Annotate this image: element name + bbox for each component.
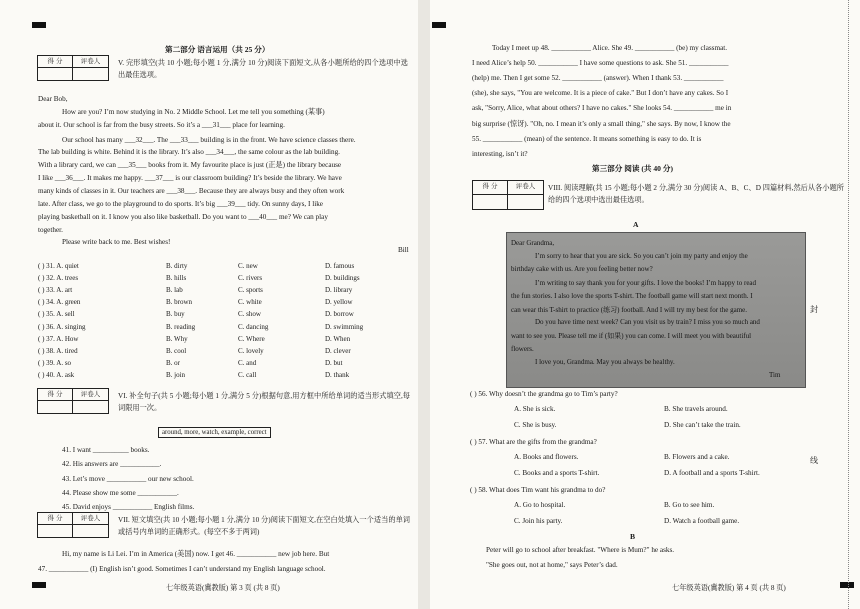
margin-char: 封 — [810, 305, 818, 314]
passage-line: interesting, isn’t it? — [472, 149, 528, 158]
section-title: 第三部分 阅读 (共 40 分) — [592, 164, 673, 173]
answer-option: C. rivers — [238, 274, 263, 283]
letter-line: Dear Grandma, — [511, 239, 555, 247]
question: ( ) 57. What are the gifts from the grandma? — [470, 438, 597, 446]
score-box: 得 分 评卷人 — [37, 512, 109, 538]
passage-b-line: "She goes out, not at home," says Peter’s dad. — [486, 561, 618, 569]
letter-line: can wear this T-shirt to practice (练习) football. And I will try my best for the game. — [511, 306, 747, 314]
binding-line — [848, 0, 850, 609]
answer-option: D. Watch a football game. — [664, 516, 740, 525]
exam-page-3 — [0, 0, 418, 609]
question: ( ) 58. What does Tim want his grandma to do? — [470, 486, 606, 494]
letter-line: the fun stories. I also love the sports T-shirt. The football game will start next month. I — [511, 291, 753, 300]
registration-mark — [432, 22, 446, 28]
answer-option: D. thank — [325, 370, 350, 379]
answer-option: D. She can’t take the train. — [664, 420, 741, 429]
margin-char: 线 — [810, 456, 818, 465]
passage-line: How are you? I’m now studying in No. 2 Middle School. Let me tell you something (某事) — [62, 108, 325, 116]
letter-line: I’m sorry to hear that you are sick. So you can’t join my party and enjoy the — [535, 252, 748, 261]
word-box: around, more, watch, example, correct — [158, 427, 271, 438]
registration-mark — [32, 582, 46, 588]
registration-mark — [840, 582, 854, 588]
part7-title: VII. 短文填空(共 10 小题;每小题 1 分,满分 10 分)阅读下面短文,在空白处填入一个适当的单词或括号内单词的正确形式。(每空不多于两词) — [118, 516, 410, 536]
answer-option: B. hills — [166, 274, 187, 283]
greeting: Dear Bob, — [38, 95, 68, 103]
question-number: ( ) 33. A. art — [38, 286, 73, 295]
answer-option: D. When — [325, 334, 351, 343]
answer-option: B. She travels around. — [664, 405, 728, 413]
passage-line: 55. ___________ (mean) of the sentence. It means something is easy to do. It is — [472, 134, 702, 143]
answer-option: C. sports — [238, 286, 263, 295]
answer-option: B. Why — [166, 334, 188, 343]
answer-option: D. A football and a sports T-shirt. — [664, 468, 760, 477]
part7-line: Hi, my name is Li Lei. I’m in America (美国) now. I get 46. ___________ new job here. But — [62, 550, 330, 558]
registration-mark — [32, 22, 46, 28]
passage-line: With a library card, we can ___35___ books from it. My favourite place is just (正是) the library because — [38, 161, 342, 169]
answer-option: B. lab — [166, 286, 183, 295]
passage-line: playing basketball on it. I know you also like basketball. Do you want to ___40___ me? We can play — [38, 213, 328, 221]
answer-option: A. Books and flowers. — [514, 453, 579, 461]
letter-photo — [506, 232, 806, 388]
score-box: 得 分 评卷人 — [37, 388, 109, 414]
question-number: ( ) 35. A. sell — [38, 310, 75, 319]
part6-title: VI. 补全句子(共 5 小题;每小题 1 分,满分 5 分)根据句意,用方框中所给单词的适当形式填空,每词限用一次。 — [118, 392, 410, 412]
page-gutter — [418, 0, 430, 609]
question-number: ( ) 36. A. singing — [38, 322, 86, 331]
question-number: ( ) 39. A. so — [38, 358, 72, 367]
question-number: ( ) 31. A. quiet — [38, 262, 79, 270]
answer-option: D. borrow — [325, 310, 354, 319]
answer-option: D. buildings — [325, 274, 360, 283]
passage-line: many kinds of classes in it. Our teachers are ___38___. Because they are always busy and they often work — [38, 187, 345, 195]
answer-option: A. Go to hospital. — [514, 501, 566, 509]
answer-option: C. lovely — [238, 346, 264, 355]
answer-option: C. Join his party. — [514, 516, 563, 525]
answer-option: D. but — [325, 358, 343, 367]
fill-sentence: 45. David enjoys ___________ English films. — [62, 503, 195, 512]
page-footer: 七年级英语(冀教版) 第 3 页 (共 8 页) — [166, 584, 280, 592]
answer-option: B. cool — [166, 346, 187, 355]
letter-line: flowers. — [511, 344, 534, 353]
answer-option: C. She is busy. — [514, 420, 557, 429]
answer-option: D. library — [325, 286, 353, 295]
question-number: ( ) 40. A. ask — [38, 370, 75, 379]
answer-option: B. brown — [166, 298, 193, 307]
exam-page-4 — [430, 0, 860, 609]
passage-line: Today I meet up 48. ___________ Alice. She 49. ___________ (be) my classmat. — [492, 44, 728, 52]
answer-option: D. yellow — [325, 298, 353, 307]
letter-line: I’m writing to say thank you for your gifts. I love the books! I’m happy to read — [535, 278, 757, 287]
answer-option: B. join — [166, 370, 186, 379]
question-number: ( ) 38. A. tired — [38, 346, 78, 355]
passage-line: Our school has many ___32___. The ___33___ building is in the front. We have science classes there. — [62, 136, 356, 144]
answer-option: C. Books and a sports T-shirt. — [514, 468, 600, 477]
part5-title: V. 完形填空(共 10 小题;每小题 1 分,满分 10 分)阅读下面短文,从各小题所给的四个选项中选出最佳选项。 — [118, 59, 408, 79]
passage-line: late. After class, we go to the playground to do sports. It’s big ___39___ tidy. On sunny days, I like — [38, 200, 323, 208]
letter-line: Tim — [769, 371, 781, 379]
passage-line: I need Alice’s help 50. ___________ I have some questions to ask. She 51. ___________ — [472, 59, 729, 68]
passage-line: The lab building is white. Behind it is the library. It’s also ___34___, the same colour as the lab building. — [38, 148, 340, 156]
letter-line: birthday cake with us. Are you feeling better now? — [511, 265, 653, 274]
passage-line: I like ___36___. It makes me happy. ___37___ is our classroom building? It’s beside the library. We have — [38, 174, 342, 182]
fill-sentence: 41. I want __________ books. — [62, 446, 150, 454]
passage-line: big surprise (惊讶). "Oh, no. I mean it’s only a small thing," she says. By now, I know the — [472, 119, 731, 128]
passage-line: together. — [38, 226, 63, 234]
passage-line: Please write back to me. Best wishes! — [62, 238, 171, 246]
answer-option: C. show — [238, 310, 261, 319]
answer-option: C. and — [238, 358, 257, 367]
answer-option: D. clever — [325, 346, 351, 355]
answer-option: C. white — [238, 298, 262, 307]
answer-option: A. She is sick. — [514, 405, 556, 413]
answer-option: D. swimming — [325, 322, 364, 331]
answer-option: B. buy — [166, 310, 185, 319]
part8-title: VIII. 阅读理解(共 15 小题;每小题 2 分,满分 30 分)阅读 A、B、C、D 四篇材料,然后从各小题所给的四个选项中选出最佳选项。 — [548, 184, 844, 204]
page-footer: 七年级英语(冀教版) 第 4 页 (共 8 页) — [672, 584, 786, 592]
question-number: ( ) 32. A. trees — [38, 274, 79, 283]
letter-line: Do you have time next week? Can you visit us by train? I miss you so much and — [535, 318, 760, 327]
letter-line: I love you, Grandma. May you always be healthy. — [535, 357, 675, 366]
question-number: ( ) 37. A. How — [38, 334, 79, 343]
passage-line: (she), she says, "You are welcome. It is a piece of cake." But I don’t have any cakes. So I — [472, 89, 729, 98]
part7-line: 47. ___________ (I) English isn’t good. Sometimes I can’t understand my English language school. — [38, 565, 326, 573]
answer-option: B. dirty — [166, 262, 188, 270]
passage-line: about it. Our school is far from the busy streets. So it’s a ___31___ place for learning. — [38, 121, 285, 129]
passage-label-a: A — [633, 220, 639, 229]
answer-option: C. dancing — [238, 322, 269, 331]
answer-option: B. or — [166, 358, 180, 367]
section-title: 第二部分 语言运用（共 25 分） — [165, 45, 270, 54]
fill-sentence: 42. His answers are ___________. — [62, 460, 162, 469]
fill-sentence: 44. Please show me some ___________. — [62, 488, 179, 497]
passage-label-b: B — [630, 532, 636, 541]
letter-line: want to see you. Please tell me if (如果) you can come. I will meet you with beautiful — [511, 332, 752, 341]
answer-option: C. new — [238, 262, 258, 270]
answer-option: D. famous — [325, 262, 355, 270]
signature: Bill — [398, 246, 409, 254]
score-box: 得 分 评卷人 — [472, 180, 544, 210]
answer-option: B. Flowers and a cake. — [664, 453, 730, 461]
question-number: ( ) 34. A. green — [38, 298, 81, 307]
question: ( ) 56. Why doesn’t the grandma go to Tim’s party? — [470, 390, 618, 398]
passage-b-line: Peter will go to school after breakfast. "Where is Mum?" he asks. — [486, 546, 675, 554]
passage-line: (help) me. Then I get some 52. ___________ (answer). When I thank 53. ___________ — [472, 74, 724, 83]
fill-sentence: 43. Let’s move ___________ our new school. — [62, 474, 194, 483]
answer-option: C. Where — [238, 334, 265, 343]
answer-option: B. reading — [166, 322, 196, 331]
passage-line: ask, "Sorry, Alice, what about others? I have no cakes." She looks 54. ___________ me in — [472, 104, 732, 113]
score-box: 得 分 评卷人 — [37, 55, 109, 81]
answer-option: B. Go to see him. — [664, 501, 715, 509]
answer-option: C. call — [238, 370, 257, 379]
